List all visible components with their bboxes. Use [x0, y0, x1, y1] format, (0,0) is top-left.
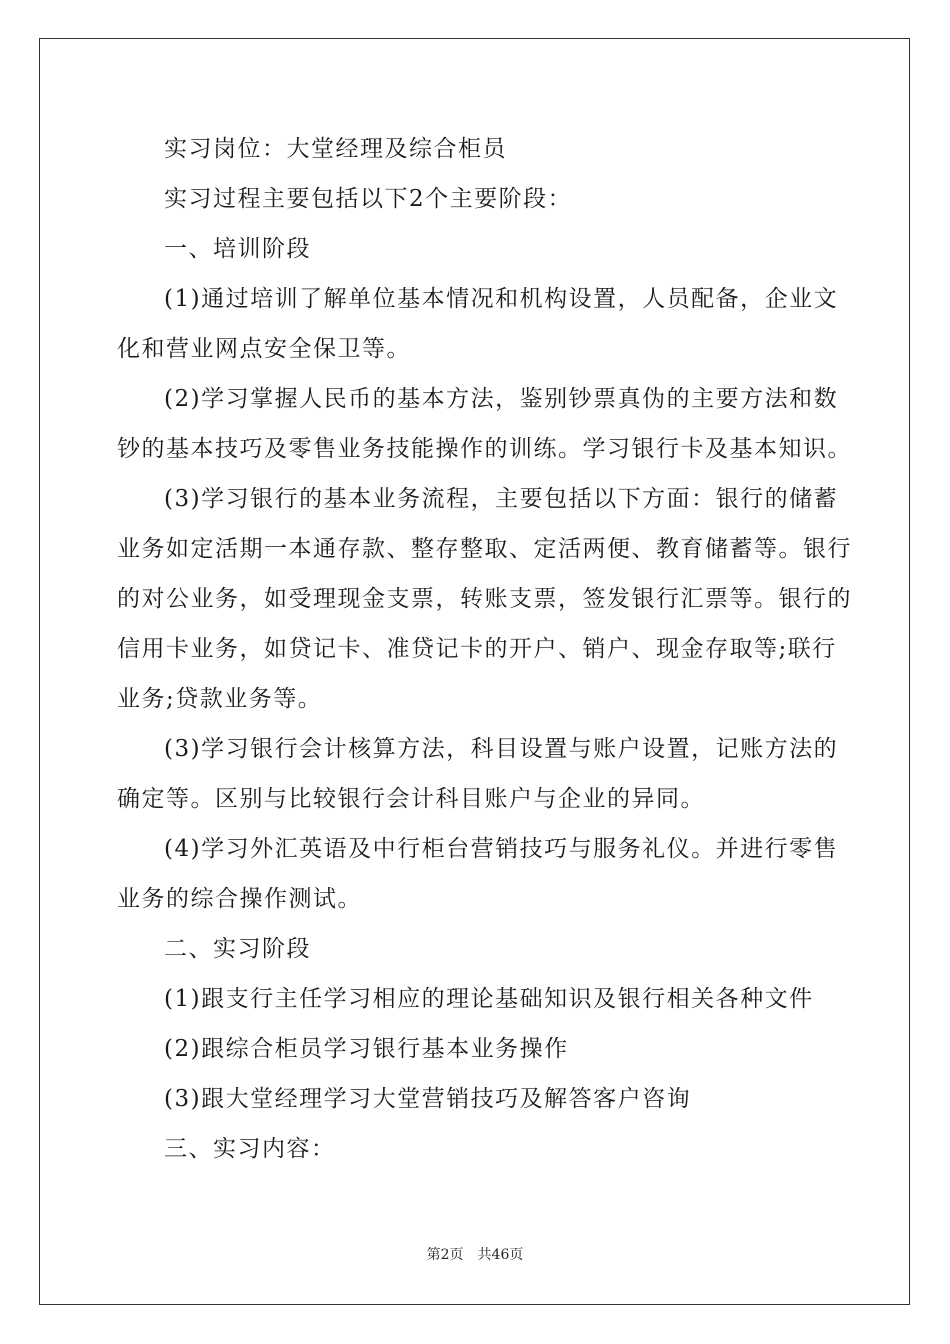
paragraph-line: 信用卡业务，如贷记卡、准贷记卡的开户、销户、现金存取等;联行	[117, 636, 837, 662]
paragraph-line: 一、培训阶段	[164, 236, 311, 262]
paragraph-line: 三、实习内容：	[164, 1136, 336, 1162]
paragraph-line: (3)跟大堂经理学习大堂营销技巧及解答客户咨询	[164, 1086, 692, 1112]
paragraph-line: 业务;贷款业务等。	[117, 686, 323, 712]
document-body	[117, 124, 852, 1174]
paragraph-line: (1)跟支行主任学习相应的理论基础知识及银行相关各种文件	[164, 986, 814, 1012]
paragraph-line: 实习过程主要包括以下2个主要阶段：	[164, 186, 573, 212]
paragraph-line: (2)学习掌握人民币的基本方法，鉴别钞票真伪的主要方法和数	[164, 386, 839, 412]
paragraph-line: 确定等。区别与比较银行会计科目账户与企业的异同。	[117, 786, 705, 812]
paragraph-line: 钞的基本技巧及零售业务技能操作的训练。学习银行卡及基本知识。	[117, 436, 852, 462]
paragraph-line: (3)学习银行会计核算方法，科目设置与账户设置，记账方法的	[164, 736, 839, 762]
paragraph-line: 二、实习阶段	[164, 936, 311, 962]
page-number-footer: 第2页 共46页	[426, 1247, 524, 1263]
paragraph-line: 业务如定活期一本通存款、整存整取、定活两便、教育储蓄等。银行	[117, 536, 852, 562]
paragraph-line: 实习岗位：大堂经理及综合柜员	[164, 136, 507, 162]
paragraph-line: (3)学习银行的基本业务流程，主要包括以下方面：银行的储蓄	[164, 486, 839, 512]
paragraph-line: 的对公业务，如受理现金支票，转账支票，签发银行汇票等。银行的	[117, 586, 852, 612]
paragraph-line: 业务的综合操作测试。	[117, 886, 362, 912]
paragraph-line: (1)通过培训了解单位基本情况和机构设置，人员配备，企业文	[164, 286, 839, 312]
paragraph-line: 化和营业网点安全保卫等。	[117, 336, 411, 362]
paragraph-line: (4)学习外汇英语及中行柜台营销技巧与服务礼仪。并进行零售	[164, 836, 839, 862]
paragraph-line: (2)跟综合柜员学习银行基本业务操作	[164, 1036, 569, 1062]
